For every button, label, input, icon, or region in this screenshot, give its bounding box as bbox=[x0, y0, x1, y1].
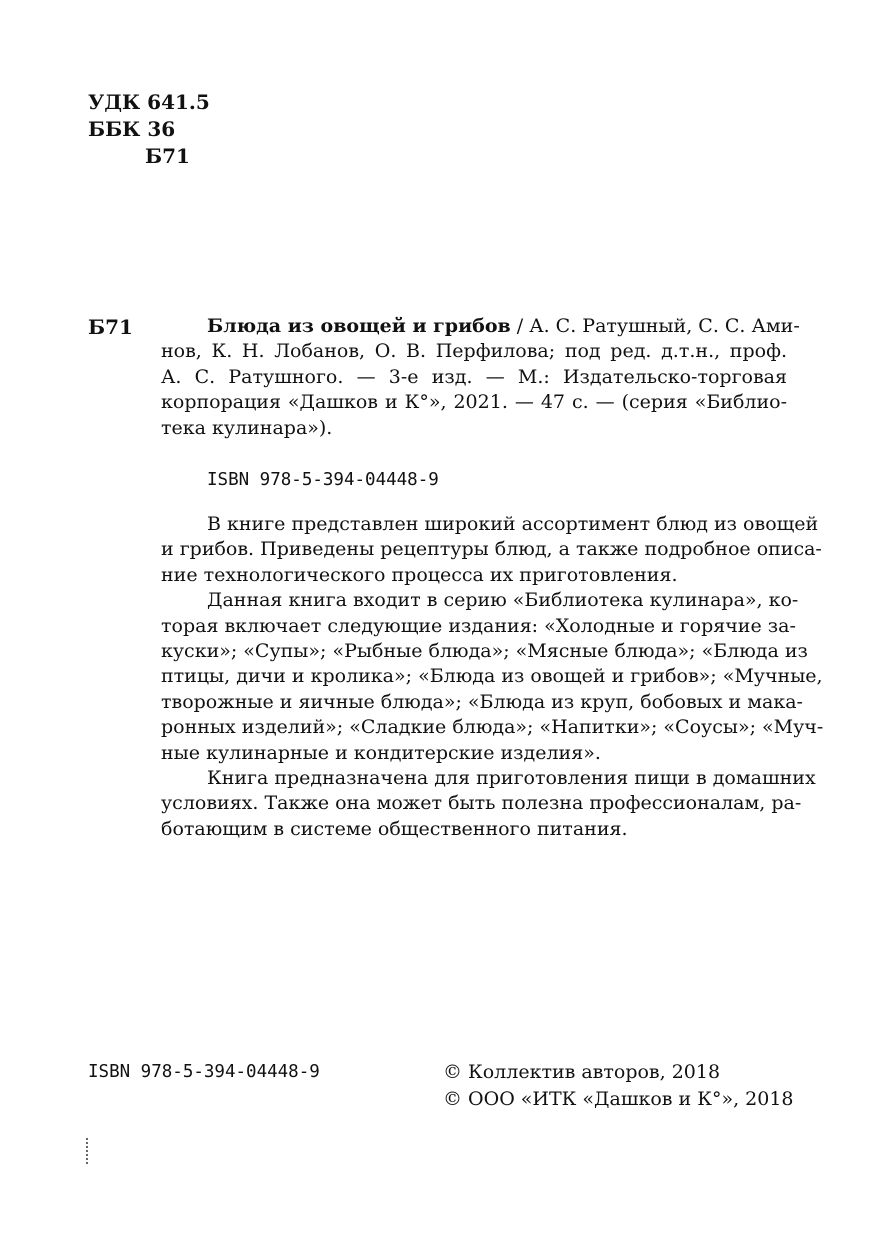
record-mark: Б71 bbox=[88, 315, 133, 339]
copyright-publisher: © ООО «ИТК «Дашков и К°», 2018 bbox=[443, 1088, 794, 1110]
record-line-5: тека кулинара»). bbox=[161, 416, 333, 439]
abstract-p1-line-1: В книге представлен широкий ассортимент блюд из овощей bbox=[207, 513, 819, 535]
record-line-1 bbox=[207, 314, 800, 339]
abstract-p2-line-6: ронных изделий»; «Сладкие блюда»; «Напитки»; «Соусы»; «Муч- bbox=[161, 716, 824, 739]
bbk-code: ББК 36 bbox=[88, 117, 176, 141]
record-line-1-rest: / А. С. Ратушный, С. С. Ами- bbox=[510, 315, 800, 337]
copyright-authors: © Коллектив авторов, 2018 bbox=[443, 1061, 721, 1083]
abstract-p2-line-4: птицы, дичи и кролика»; «Блюда из овощей и грибов»; «Мучные, bbox=[161, 665, 823, 688]
abstract-p1-line-3: ние технологического процесса их приготовления. bbox=[161, 563, 678, 586]
record-line-3: А. С. Ратушного. — 3-е изд. — М.: Издательско-торговая bbox=[161, 365, 787, 388]
udk-code: УДК 641.5 bbox=[88, 90, 210, 114]
record-line-2: нов, К. Н. Лобанов, О. В. Перфилова; под ред. д.т.н., проф. bbox=[161, 340, 787, 363]
abstract-p1-line-2: и грибов. Приведены рецептуры блюд, а также подробное описа- bbox=[161, 538, 822, 561]
scan-edge-mark bbox=[86, 1138, 90, 1164]
abstract-p2-line-3: куски»; «Супы»; «Рыбные блюда»; «Мясные блюда»; «Блюда из bbox=[161, 640, 808, 662]
record-line-4: корпорация «Дашков и К°», 2021. — 47 с. — (серия «Библио- bbox=[161, 391, 787, 414]
abstract-p3-line-2: условиях. Также она может быть полезна профессионалам, ра- bbox=[161, 792, 802, 815]
abstract-p2-line-7: ные кулинарные и кондитерские изделия». bbox=[161, 741, 601, 764]
abstract-p2-line-1: Данная книга входит в серию «Библиотека кулинара», ко- bbox=[207, 589, 799, 612]
book-title: Блюда из овощей и грибов bbox=[207, 315, 511, 337]
abstract-p2-line-5: творожные и яичные блюда»; «Блюда из круп, бобовых и мака- bbox=[161, 690, 803, 713]
bibliographic-record bbox=[161, 314, 800, 454]
record-isbn: ISBN 978-5-394-04448-9 bbox=[207, 470, 439, 490]
abstract-p3-line-3: ботающим в системе общественного питания. bbox=[161, 817, 628, 840]
author-mark-top: Б71 bbox=[145, 144, 190, 168]
abstract-p2-line-2: торая включает следующие издания: «Холодные и горячие за- bbox=[161, 614, 796, 637]
footer-isbn: ISBN 978-5-394-04448-9 bbox=[88, 1062, 320, 1082]
abstract bbox=[161, 512, 824, 842]
abstract-p3-line-1: Книга предназначена для приготовления пищи в домашних bbox=[207, 767, 816, 789]
